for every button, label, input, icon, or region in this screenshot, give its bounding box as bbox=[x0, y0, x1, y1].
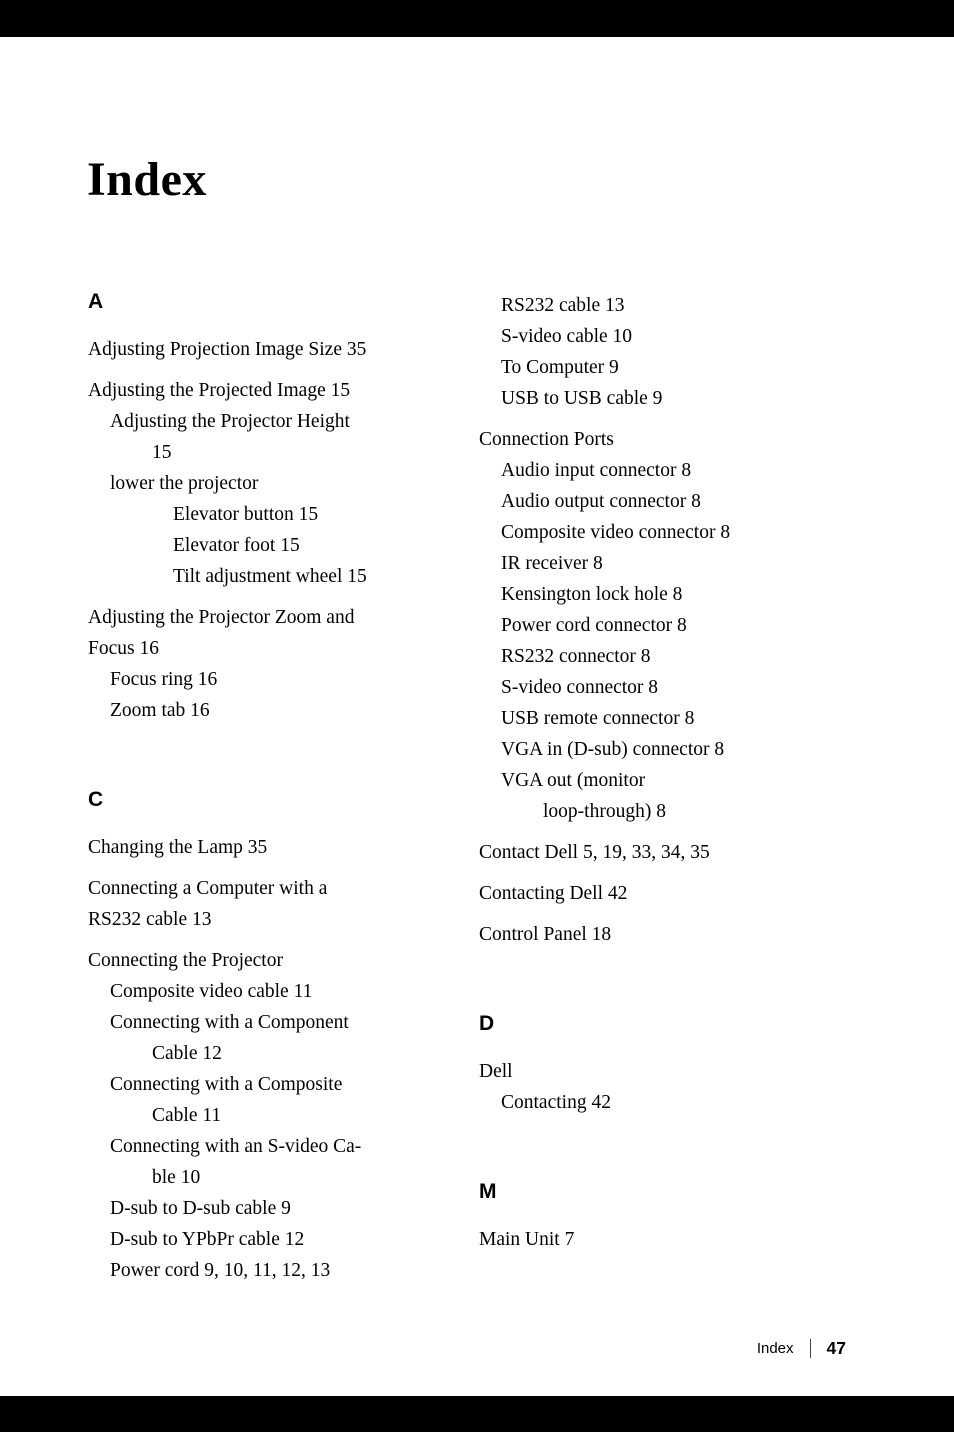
section-letter: D bbox=[479, 1012, 495, 1035]
index-entry-line: Zoom tab 16 bbox=[110, 700, 210, 721]
bottom-black-bar bbox=[0, 1396, 954, 1432]
index-entry-line: Contact Dell 5, 19, 33, 34, 35 bbox=[479, 842, 710, 863]
index-entry-line: S-video cable 10 bbox=[501, 326, 633, 347]
index-entry-line: VGA in (D-sub) connector 8 bbox=[501, 739, 725, 760]
page-title: Index bbox=[87, 153, 207, 206]
index-entry-line: Adjusting the Projector Zoom and bbox=[88, 607, 355, 628]
index-entry-line: Contacting Dell 42 bbox=[479, 883, 628, 904]
index-entry-line: Adjusting the Projected Image 15 bbox=[88, 380, 351, 401]
index-entry-line: Control Panel 18 bbox=[479, 924, 612, 945]
index-column-right bbox=[479, 290, 918, 1255]
index-entry-line: Cable 11 bbox=[152, 1105, 222, 1126]
section-letter: C bbox=[88, 788, 104, 811]
index-entry-line: RS232 cable 13 bbox=[501, 295, 625, 316]
index-entry-line: Connection Ports bbox=[479, 429, 614, 450]
index-entry-line: IR receiver 8 bbox=[501, 553, 603, 574]
index-entry-line: Power cord 9, 10, 11, 12, 13 bbox=[110, 1260, 331, 1281]
index-entry-line: Audio output connector 8 bbox=[501, 491, 701, 512]
top-black-bar bbox=[0, 0, 954, 37]
index-entry-line: Power cord connector 8 bbox=[501, 615, 687, 636]
index-entry-line: RS232 connector 8 bbox=[501, 646, 651, 667]
index-entry-line: 15 bbox=[152, 442, 172, 463]
index-entry-line: Connecting with an S-video Ca- bbox=[110, 1136, 362, 1157]
section-letter: M bbox=[479, 1180, 497, 1203]
index-entry-line: S-video connector 8 bbox=[501, 677, 659, 698]
index-entry-line: Audio input connector 8 bbox=[501, 460, 692, 481]
index-entry-line: USB remote connector 8 bbox=[501, 708, 695, 729]
index-entry-line: loop-through) 8 bbox=[543, 801, 666, 822]
index-columns bbox=[88, 290, 918, 1286]
index-entry-line: Connecting a Computer with a bbox=[88, 878, 328, 899]
index-entry-line: Composite video cable 11 bbox=[110, 981, 313, 1002]
index-entry-line: Adjusting the Projector Height bbox=[110, 411, 350, 432]
index-entry-line: Main Unit 7 bbox=[479, 1229, 575, 1250]
section-letter: A bbox=[88, 290, 104, 313]
index-entry-line: ble 10 bbox=[152, 1167, 201, 1188]
index-entry-line: Composite video connector 8 bbox=[501, 522, 731, 543]
index-entry-line: RS232 cable 13 bbox=[88, 909, 212, 930]
index-column-left bbox=[88, 290, 479, 1286]
index-entry-line: lower the projector bbox=[110, 473, 259, 494]
page-footer bbox=[757, 1338, 846, 1359]
index-entry-line: Connecting the Projector bbox=[88, 950, 283, 971]
index-entry-line: Connecting with a Component bbox=[110, 1012, 349, 1033]
index-entry-line: VGA out (monitor bbox=[501, 770, 646, 791]
index-entry-line: Adjusting Projection Image Size 35 bbox=[88, 339, 367, 360]
index-entry-line: To Computer 9 bbox=[501, 357, 619, 378]
index-entry-line: Changing the Lamp 35 bbox=[88, 837, 268, 858]
index-entry-line: D-sub to D-sub cable 9 bbox=[110, 1198, 291, 1219]
index-entry-line: Contacting 42 bbox=[501, 1092, 611, 1113]
index-entry-line: Connecting with a Composite bbox=[110, 1074, 343, 1095]
index-entry-line: Cable 12 bbox=[152, 1043, 222, 1064]
index-entry-line: Kensington lock hole 8 bbox=[501, 584, 683, 605]
footer-section-label: Index bbox=[756, 1340, 794, 1357]
index-entry-line: USB to USB cable 9 bbox=[501, 388, 663, 409]
index-entry-line: D-sub to YPbPr cable 12 bbox=[110, 1229, 305, 1250]
index-entry-line: Focus ring 16 bbox=[110, 669, 218, 690]
index-entry-line: Focus 16 bbox=[88, 638, 159, 659]
index-entry-line: Tilt adjustment wheel 15 bbox=[173, 566, 367, 587]
index-entry-line: Dell bbox=[479, 1061, 513, 1082]
footer-divider bbox=[810, 1339, 811, 1358]
footer-page-number: 47 bbox=[826, 1338, 846, 1358]
index-entry-line: Elevator foot 15 bbox=[173, 535, 300, 556]
index-entry-line: Elevator button 15 bbox=[173, 504, 319, 525]
